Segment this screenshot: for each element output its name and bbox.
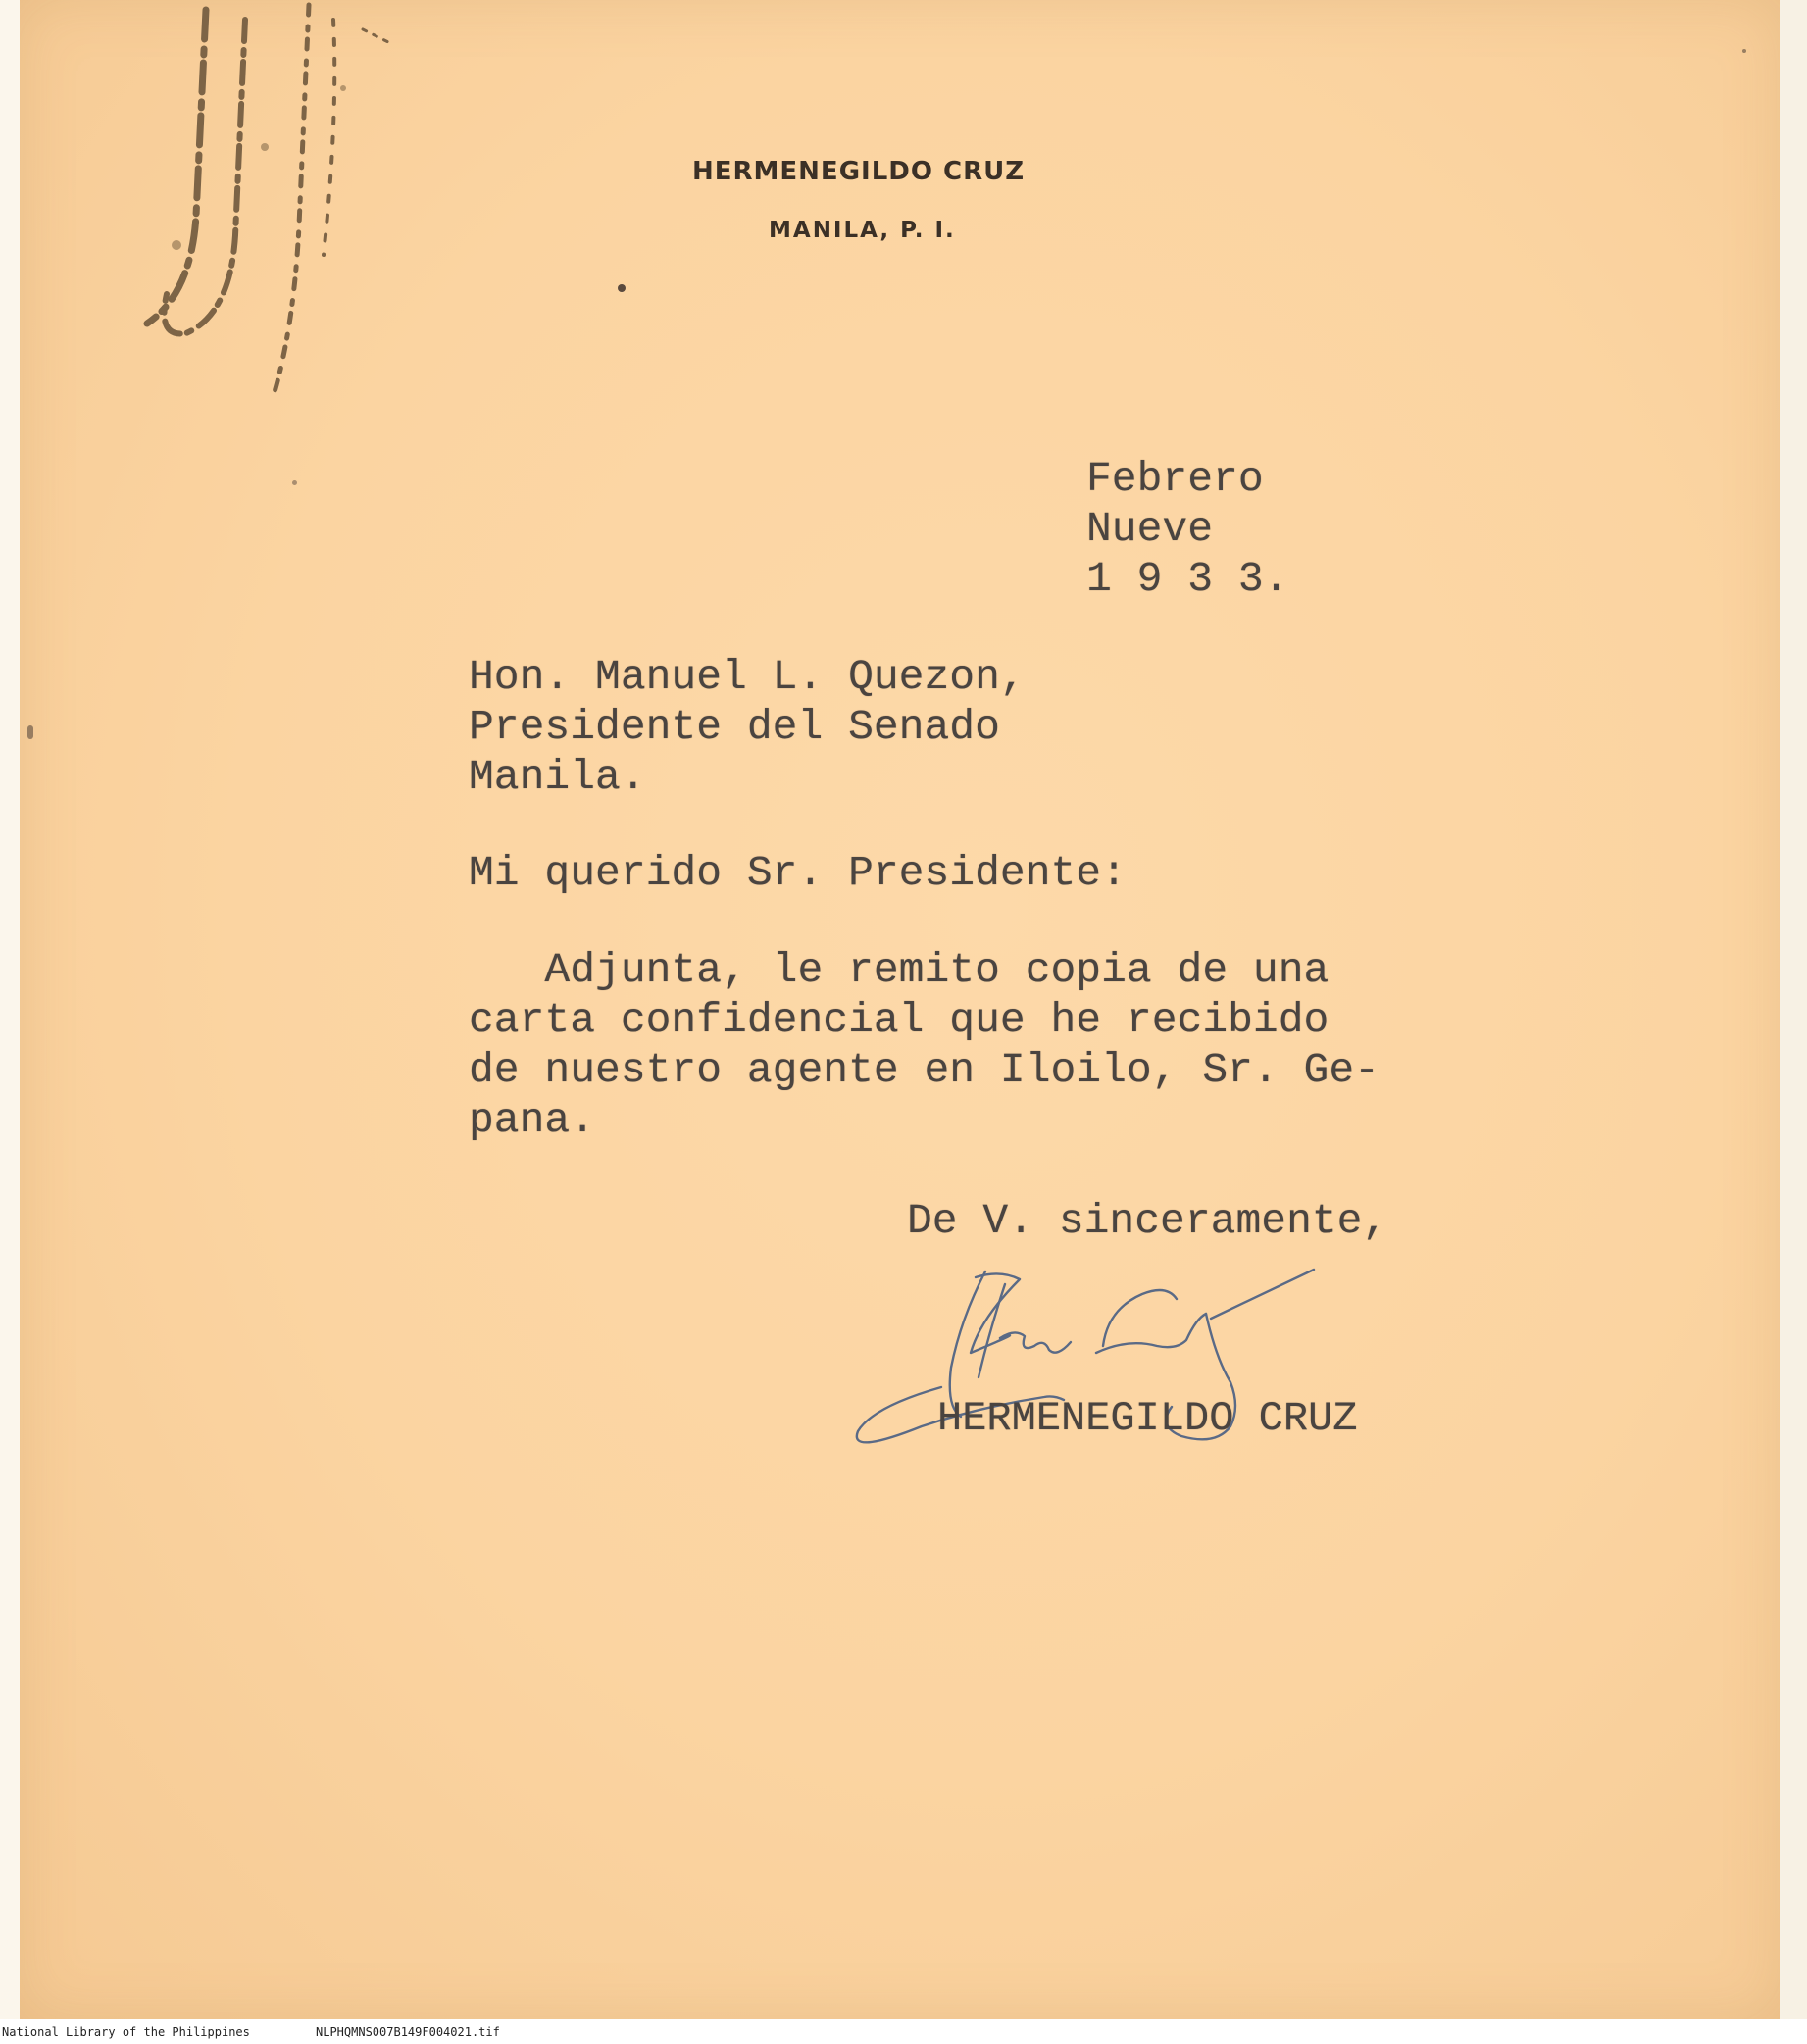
letterhead-name: HERMENEGILDO CRUZ (692, 157, 1026, 186)
ink-speck (292, 480, 297, 485)
scan-footer (0, 2019, 1807, 2044)
date-day: Nueve (1086, 505, 1214, 553)
date-block (1086, 454, 1288, 604)
footer-library: National Library of the Philippines (2, 2025, 250, 2039)
body-line: pana. (469, 1096, 596, 1144)
ink-speck (1742, 49, 1746, 53)
closing: De V. sinceramente, (907, 1197, 1388, 1245)
body-line: carta confidencial que he recibido (469, 996, 1330, 1044)
date-month: Febrero (1086, 455, 1264, 503)
letterhead-place: MANILA, P. I. (769, 218, 956, 243)
recipient-address (469, 652, 1026, 802)
ink-speck (27, 725, 33, 739)
paperclip-rust-stain (137, 0, 451, 422)
recipient-line: Presidente del Senado (469, 703, 1000, 751)
letter-body (469, 945, 1380, 1145)
date-year: 1 9 3 3. (1086, 555, 1289, 603)
salutation: Mi querido Sr. Presidente: (469, 849, 1127, 897)
signature-name: HERMENEGILDO CRUZ (937, 1395, 1358, 1442)
ink-speck (618, 284, 626, 292)
body-line: Adjunta, le remito copia de una (469, 946, 1330, 994)
scan-right-margin (1780, 0, 1807, 2019)
footer-filename: NLPHQMNS007B149F004021.tif (316, 2025, 500, 2039)
recipient-line: Manila. (469, 753, 646, 801)
recipient-line: Hon. Manuel L. Quezon, (469, 653, 1026, 701)
body-line: de nuestro agente en Iloilo, Sr. Ge- (469, 1046, 1380, 1094)
